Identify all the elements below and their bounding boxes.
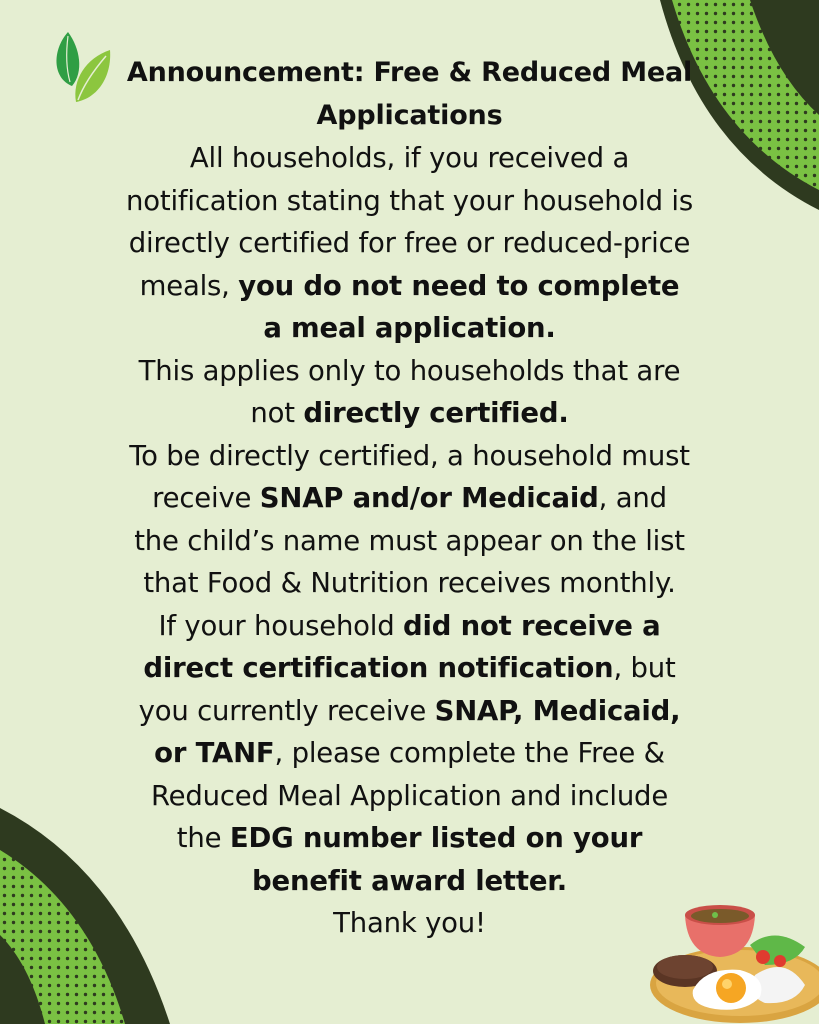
paragraph-4-emphasis-a: did not receive a direct certification notification	[143, 609, 661, 684]
paragraph-requirements	[126, 435, 693, 605]
paragraph-4-text-c: , please complete the Free & Reduced Meal Application and include the	[150, 737, 669, 854]
paragraph-4-emphasis-c: EDG number listed on your benefit award letter.	[229, 822, 643, 897]
paragraph-applies-only	[126, 350, 693, 435]
closing-text: Thank you!	[333, 907, 486, 939]
paragraph-4-text-a: If your household	[158, 609, 404, 642]
announcement-title: Announcement: Free & Reduced Meal Applications	[126, 57, 693, 131]
paragraph-direct-certified	[126, 137, 693, 350]
leaf-logo-icon	[50, 28, 114, 108]
paragraph-2-text: This applies only to households that are not	[138, 354, 681, 429]
paragraph-instructions	[126, 605, 693, 903]
paragraph-3-text-b: , and the child’s name must appear on the list that Food & Nutrition receives monthly.	[134, 482, 685, 599]
paragraph-4-emphasis-b: SNAP, Medicaid, or TANF	[154, 694, 681, 769]
paragraph-2-emphasis: directly certified.	[303, 397, 569, 429]
paragraph-1-emphasis: you do not need to complete a meal application.	[238, 269, 680, 344]
paragraph-4-text-b: , but you currently receive	[138, 652, 676, 727]
paragraph-1-text: All households, if you received a notification stating that your household is directly certified for free or reduced-price meals,	[126, 142, 693, 302]
announcement-body	[126, 52, 693, 945]
paragraph-3-text-a: To be directly certified, a household must receive	[129, 439, 690, 514]
paragraph-3-emphasis: SNAP and/or Medicaid	[259, 482, 599, 514]
